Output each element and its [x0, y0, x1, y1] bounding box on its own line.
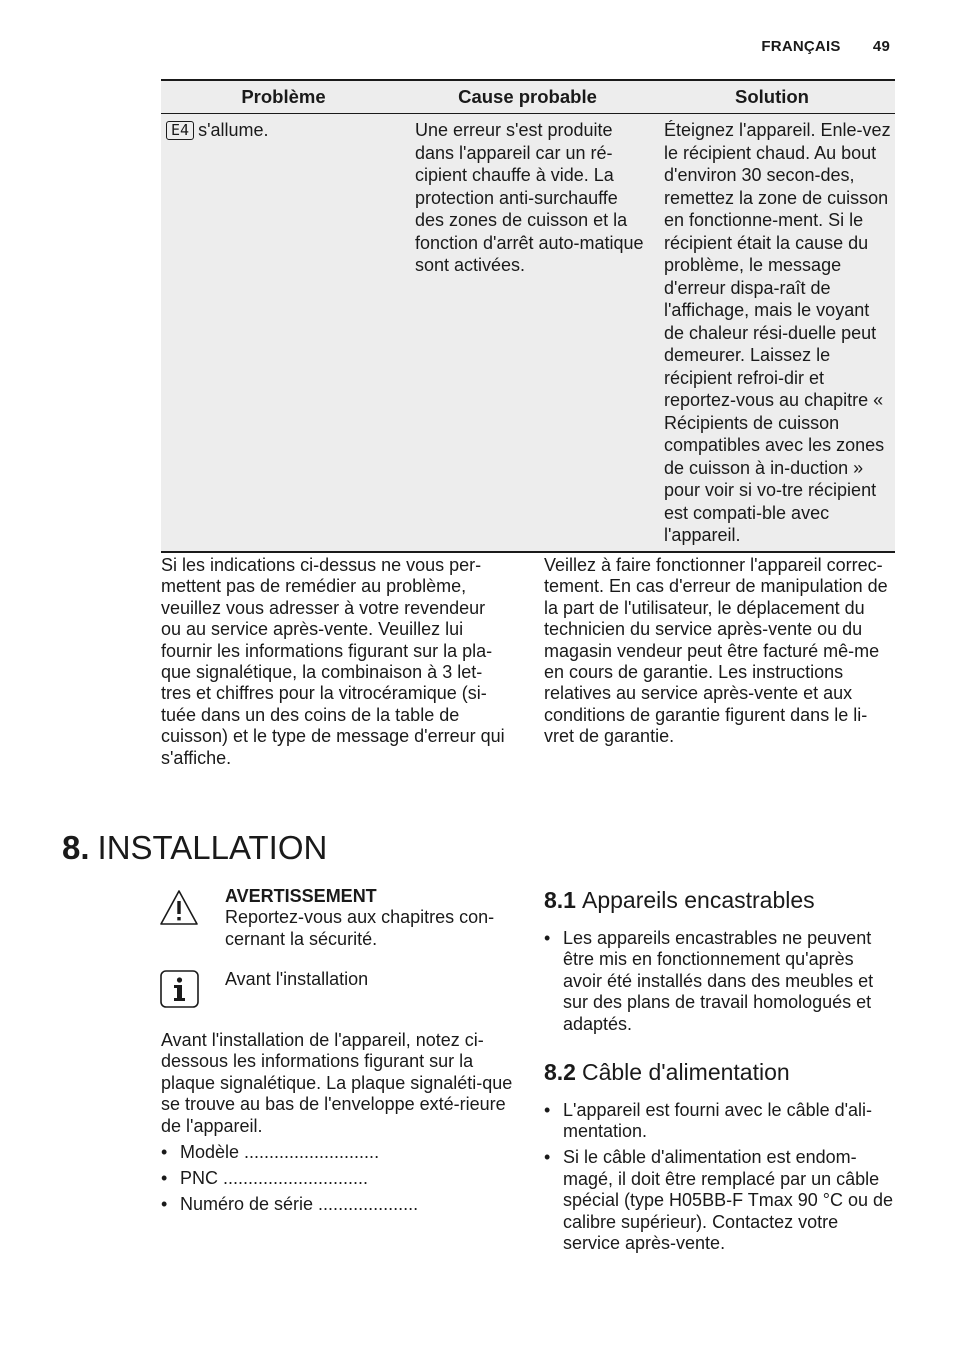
table-header-row	[161, 80, 895, 114]
page-header	[761, 38, 890, 55]
problem-cell	[161, 114, 406, 552]
installation-intro: Avant l'installation de l'appareil, notez ci-dessous les informations figurant sur la plaque signalétique. La plaque signaléti-que se trouve au bas de l'enveloppe exté-rieure de l'appareil.	[161, 1030, 513, 1136]
rating-plate-fields	[161, 1142, 513, 1220]
troubleshooting-table	[161, 79, 895, 553]
warning-block	[225, 886, 515, 950]
section-8-2-list	[544, 1100, 896, 1259]
chapter-title	[62, 828, 327, 868]
chapter-heading: INSTALLATION	[97, 829, 328, 866]
column-header-problem: Problème	[161, 80, 406, 114]
list-item: • PNC .............................	[161, 1168, 513, 1189]
solution-cell: Éteignez l'appareil. Enle-vez le récipient chaud. Au bout d'environ 30 secon-des, remettez la zone de cuisson en fonctionne-ment. Si le récipient était la cause du problème, le message d'erreur dispa-raît de l'affichage, mais le voyant de chaleur rési-duelle peut demeurer. Laissez le récipient refroi-dir et reportez-vous au chapitre « Récipients de cuisson compatibles avec les zones de cuisson à in-duction » pour voir si vo-tre récipient est compati-ble avec l'appareil.	[649, 114, 895, 552]
header-language: FRANÇAIS	[761, 38, 841, 55]
section-8-2-title	[544, 1058, 790, 1086]
warning-triangle-icon	[159, 889, 199, 927]
section-number: 8.2	[544, 1059, 576, 1085]
info-icon	[160, 970, 199, 1008]
warranty-paragraph: Veillez à faire fonctionner l'appareil correc-tement. En cas d'erreur de manipulation de la part de l'utilisateur, le déplacement du technicien du service après-vente ou du magasin vendeur peut être facturé mê-me en cours de garantie. Les instructions relatives au service après-vente et aux conditions de garantie figurent dans le li-vret de garantie.	[544, 555, 888, 747]
list-item: • Modèle ...........................	[161, 1142, 513, 1163]
info-text: Avant l'installation	[225, 969, 369, 989]
section-8-1-list	[544, 928, 894, 1040]
list-item: • L'appareil est fourni avec le câble d'ali-mentation.	[544, 1100, 896, 1143]
section-number: 8.1	[544, 887, 576, 913]
column-header-cause: Cause probable	[406, 80, 649, 114]
list-item: • Les appareils encastrables ne peuvent être mis en fonctionnement qu'après avoir été installés dans des meubles et sur des plans de travail homologués et adaptés.	[544, 928, 894, 1035]
chapter-number: 8.	[62, 829, 90, 866]
warning-title: AVERTISSEMENT	[225, 886, 377, 906]
support-contact-paragraph: Si les indications ci-dessus ne vous per-mettent pas de remédier au problème, veuillez vous adresser à votre revendeur ou au service après-vente. Veuillez lui fournir les informations figurant sur la pla-que signalétique, la combinaison à 3 let-tres et chiffres pour la vitrocéramique (si-tuée dans un des coins de la table de cuisson) et le type de message d'erreur qui s'affiche.	[161, 555, 505, 768]
problem-text: s'allume.	[198, 120, 269, 140]
section-heading: Appareils encastrables	[581, 887, 815, 913]
warning-text: Reportez-vous aux chapitres con-cernant la sécurité.	[225, 907, 495, 949]
list-item: • Numéro de série ....................	[161, 1194, 513, 1215]
page-number: 49	[872, 38, 890, 55]
table-row	[161, 114, 895, 552]
cause-cell: Une erreur s'est produite dans l'appareil car un ré-cipient chauffe à vide. La protection anti-surchauffe des zones de cuisson et la fonction d'arrêt auto-matique sont activées.	[406, 114, 649, 552]
column-header-solution: Solution	[649, 80, 895, 114]
error-code-display: E4	[166, 121, 194, 140]
section-8-1-title	[544, 886, 815, 914]
section-heading: Câble d'alimentation	[581, 1059, 790, 1085]
list-item: • Si le câble d'alimentation est endom-magé, il doit être remplacé par un câble spécial (type H05BB-F Tmax 90 °C ou de calibre supérieur). Contactez votre service après-vente.	[544, 1147, 896, 1254]
